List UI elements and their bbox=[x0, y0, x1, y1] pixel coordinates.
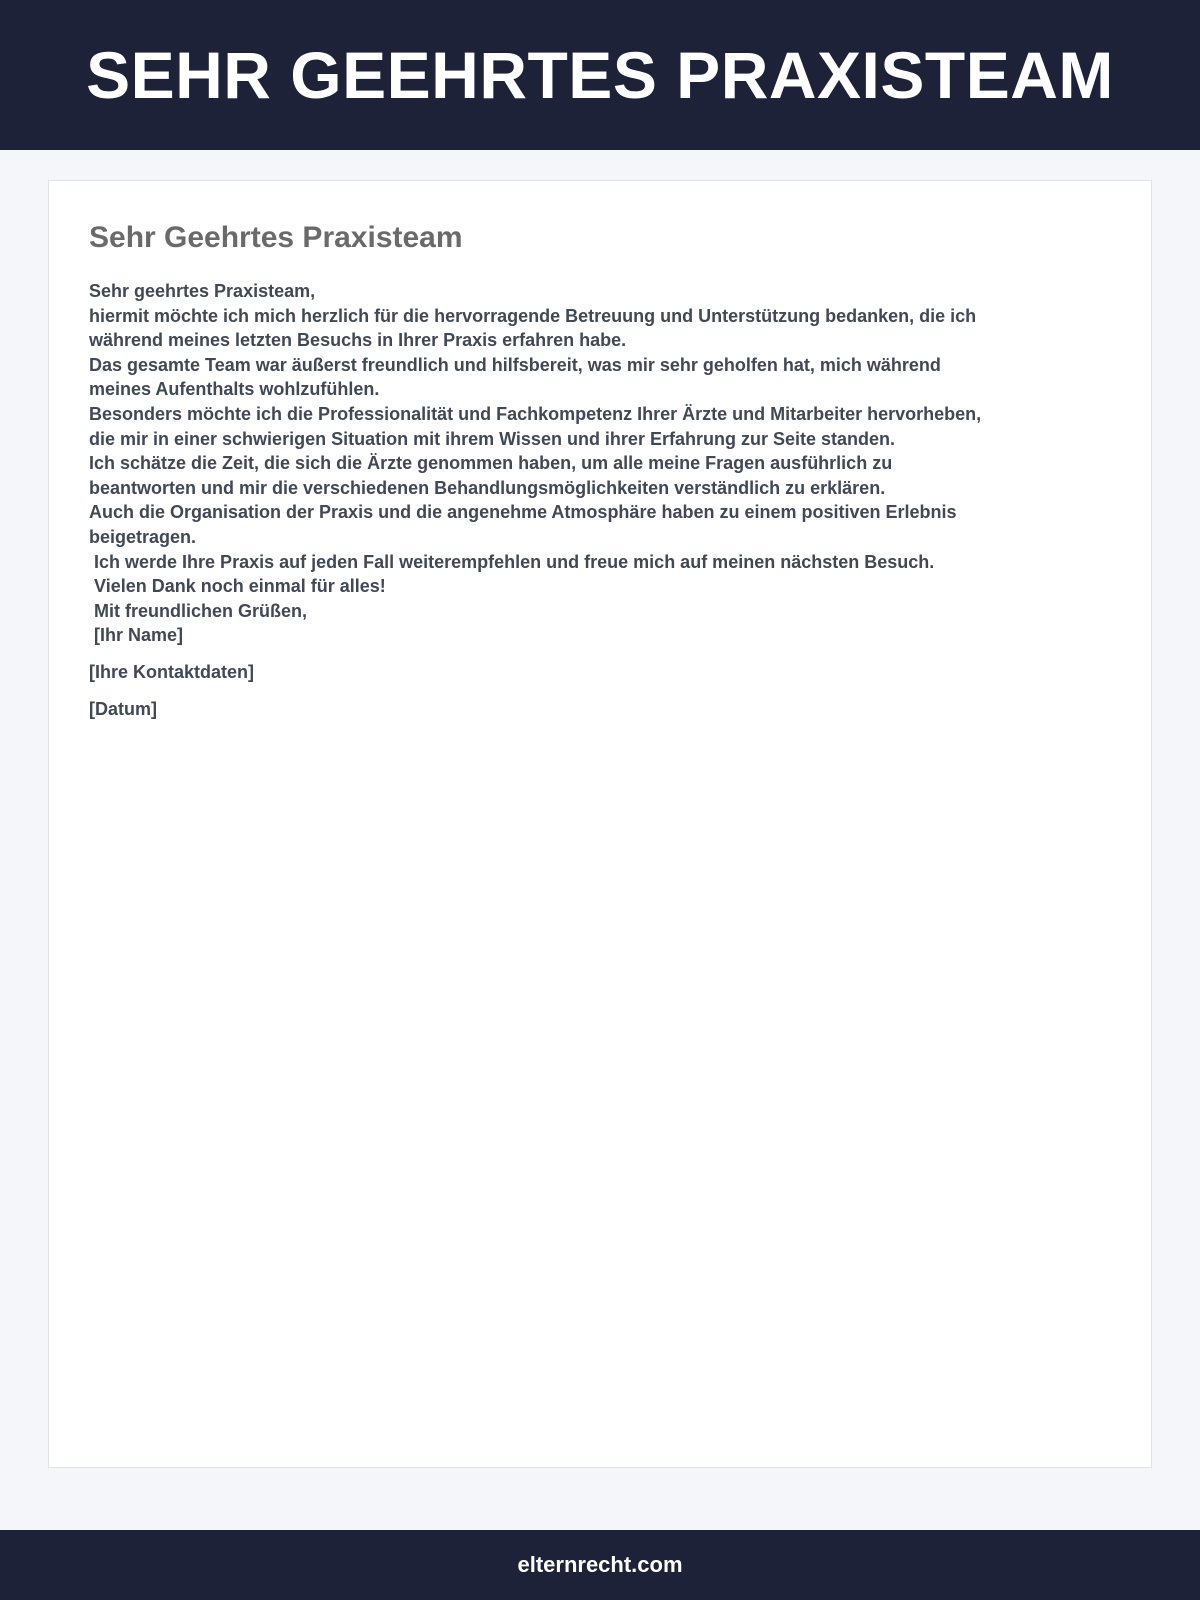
letter-line: während meines letzten Besuchs in Ihrer Praxis erfahren habe. bbox=[89, 330, 627, 351]
contact-placeholder: [Ihre Kontaktdaten] bbox=[89, 661, 255, 682]
letter-body bbox=[89, 279, 1111, 648]
letter-line: [Ihr Name] bbox=[89, 625, 184, 646]
letter-line: Sehr geehrtes Praxisteam, bbox=[89, 281, 316, 301]
letter-line: hiermit möchte ich mich herzlich für die hervorragende Betreuung und Unterstützung bedanken, die ich bbox=[89, 305, 977, 326]
letter-line: beantworten und mir die verschiedenen Behandlungsmöglichkeiten verständlich zu erklären. bbox=[89, 477, 886, 498]
letter-card bbox=[48, 180, 1152, 1468]
letter-line: Besonders möchte ich die Professionalität und Fachkompetenz Ihrer Ärzte und Mitarbeiter hervorheben, bbox=[89, 403, 982, 424]
letter-line: Vielen Dank noch einmal für alles! bbox=[89, 576, 386, 597]
letter-line: Auch die Organisation der Praxis und die angenehme Atmosphäre haben zu einem positiven Erlebnis bbox=[89, 502, 957, 523]
page-body bbox=[0, 150, 1200, 1468]
letter-line: Ich werde Ihre Praxis auf jeden Fall weiterempfehlen und freue mich auf meinen nächsten Besuch. bbox=[89, 551, 935, 572]
card-title: Sehr Geehrtes Praxisteam bbox=[89, 221, 463, 254]
page-header-banner bbox=[0, 0, 1200, 150]
letter-line: meines Aufenthalts wohlzufühlen. bbox=[89, 379, 380, 400]
letter-line: Ich schätze die Zeit, die sich die Ärzte genommen haben, um alle meine Fragen ausführlich zu bbox=[89, 453, 893, 474]
letter-line: beigetragen. bbox=[89, 526, 197, 547]
footer-site-name: elternrecht.com bbox=[517, 1552, 683, 1577]
letter-line: die mir in einer schwierigen Situation mit ihrem Wissen und ihrer Erfahrung zur Seite standen. bbox=[89, 428, 895, 449]
letter-line: Mit freundlichen Grüßen, bbox=[89, 600, 308, 621]
date-placeholder: [Datum] bbox=[89, 698, 157, 719]
banner-title: SEHR GEEHRTES PRAXISTEAM bbox=[86, 38, 1114, 112]
letter-line: Das gesamte Team war äußerst freundlich und hilfsbereit, was mir sehr geholfen hat, mich während bbox=[89, 354, 941, 375]
page-footer bbox=[0, 1530, 1200, 1600]
